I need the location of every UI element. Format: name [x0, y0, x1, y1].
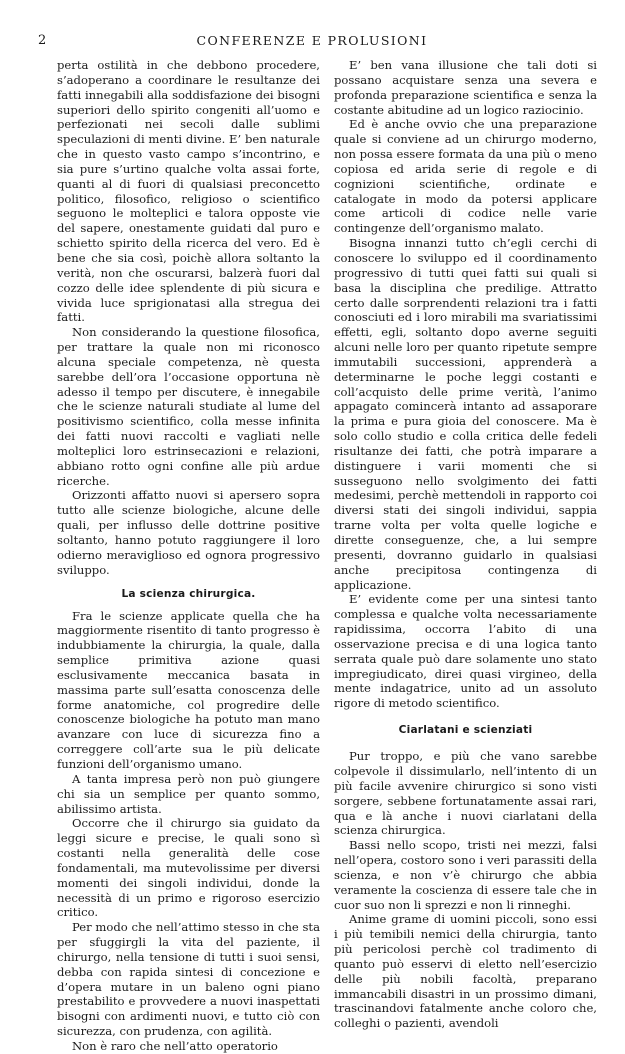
paragraph: Ed è anche ovvio che una preparazione quale si conviene ad un chirurgo moderno, non possa essere formata da una più o meno copiosa ed arida serie di regole e di cognizioni scientifiche, ordinate e catalogate in modo da potersi applicare come articoli di codice nelle varie contingenze dell’organismo malato. — [334, 117, 597, 236]
page-header — [38, 33, 586, 49]
paragraph: Pur troppo, e più che vano sarebbe colpevole il dissimularlo, nell’intento di un più facile avvenire chirurgico si sono visti sorgere, sebbene fortunatamente assai rari, qua e là anche i nuovi ciarlatani della scienza chirurgica. — [334, 749, 597, 838]
paragraph: A tanta impresa però non può giungere chi sia un semplice per quanto sommo, abilissimo artista. — [57, 771, 320, 816]
paragraph: perta ostilità in che debbono procedere, s’adoperano a coordinare le resultanze dei fatti innegabili alla soddisfazione dei bisogni superiori dello spirito congeniti all’uomo e perfezionati nei secoli dalle sublimi speculazioni di menti divine. E’ ben naturale che in questo vasto campo s’incontrino, e sia pure s’urtino qualche volta assai forte, quanti al di fuori di qualsiasi preconcetto politico, filosofico, religioso o scientifico seguono le molteplici e talora opposte vie del sapere, onestamente guidati dal puro e schietto spirito della ricerca del vero. Ed è bene che sia così, poichè allora soltanto la verità, non che oscurarsi, balzerà fuori dal cozzo delle idee splendente di più sicura e vivida luce sprigionatasi alla stregua dei fatti. — [57, 58, 320, 325]
paragraph: Non considerando la questione filosofica, per trattare la quale non mi riconosco alcuna speciale competenza, nè questa sarebbe dell’ora l’occasione opportuna nè adesso il tempo per discutere, è innegabile che le scienze naturali studiate al lume del positivismo scientifico, colla messe infinita dei fatti nuovi raccolti e vagliati nelle molteplici loro estrinsecazioni e relazioni, abbiano rotto ogni confine alle più ardue ricerche. — [57, 325, 320, 488]
paragraph: Anime grame di uomini piccoli, sono essi i più temibili nemici della chirurgia, tanto più pericolosi perchè col tradimento di quanto può esservi di eletto nell’esercizio delle più nobili facoltà, preparano immancabili disastri in un prossimo dimani, trascinandovi fatalmente anche coloro che, colleghi o pazienti, avendoli — [334, 912, 597, 1031]
paragraph: Bisogna innanzi tutto ch’egli cerchi di conoscere lo sviluppo ed il coordinamento progressivo di tutti quei fatti sui quali si basa la disciplina che predilige. Attratto certo dalle sorprendenti relazioni tra i fatti conosciuti ed i loro mirabili ma svariatissimi effetti, egli, soltanto dopo averne seguiti alcuni nelle loro per quanto ripetute sempre immutabili successioni, apprenderà a determinarne le poche leggi costanti e coll’acquisto delle prime verità, l’animo appagato comincerà intanto ad assaporare la prima e pura gioia del conoscere. Ma è solo collo studio e colla critica delle fedeli risultanze dei fatti, che potrà imparare a distinguere i varii momenti che si susseguono nello svolgimento dei fatti medesimi, perchè mettendoli in rapporto coi diversi stati dei singoli individui, sappia trarne volta per volta quelle logiche e dirette conseguenze, che, a lui sempre presenti, dovranno guidarlo in qualsiasi anche precipitosa contingenza di applicazione. — [334, 236, 597, 592]
paragraph: Occorre che il chirurgo sia guidato da leggi sicure e precise, le quali sono sì costanti nella generalità delle cose fondamentali, ma mutevolissime per diversi momenti dei singoli individui, donde la necessità di un primo e rigoroso esercizio critico. — [57, 816, 320, 920]
paragraph: Orizzonti affatto nuovi si apersero sopra tutto alle scienze biologiche, alcune delle quali, per influsso delle dottrine positive soltanto, hanno potuto raggiungere il loro odierno meraviglioso ed ognora progressivo sviluppo. — [57, 488, 320, 577]
section-heading: La scienza chirurgica. — [121, 587, 256, 600]
paragraph: Bassi nello scopo, tristi nei mezzi, falsi nell’opera, costoro sono i veri parassiti della scienza, e non v’è chirurgo che abbia veramente la coscienza di essere tale che in cuor suo non li sprezzi e non li rinneghi. — [334, 838, 597, 912]
paragraph: Fra le scienze applicate quella che ha maggiormente risentito di tanto progresso è indubbiamente la chirurgia, la quale, dalla semplice primitiva azione quasi esclusivamente meccanica basata in massima parte sull’esatta conoscenza delle forme anatomiche, col progredire delle conoscenze biologiche ha potuto man mano avanzare con luce di sicurezza fino a correggere coll’arte sua le più delicate funzioni dell’organismo umano. — [57, 608, 320, 771]
paragraph: E’ evidente come per una sintesi tanto complessa e qualche volta necessariamente rapidissima, occorra l’abito di una osservazione precisa e di una logica tanto serrata quale può dare solamente uno stato impregiudicato, direi quasi virgineo, della mente indagatrice, unito ad un assoluto rigore di metodo scientifico. — [334, 592, 597, 711]
paragraph: Per modo che nell’attimo stesso in che sta per sfuggirgli la vita del paziente, il chirurgo, nella tensione di tutti i suoi sensi, debba con rapida sintesi di concezione e d’opera mutare in un baleno ogni piano prestabilito e provvedere a nuovi inaspettati bisogni con ardimenti nuovi, e tutto ciò con sicurezza, con prudenza, con agilità. — [57, 920, 320, 1039]
paragraph: Non è raro che nell’atto operatorio — [72, 1039, 278, 1053]
left-column — [57, 58, 320, 1054]
paragraph: E’ ben vana illusione che tali doti si possano acquistare senza una severa e profonda preparazione scientifica e senza la costante abitudine ad un logico raziocinio. — [334, 58, 597, 117]
running-title: CONFERENZE E PROLUSIONI — [196, 33, 428, 48]
section-heading: Ciarlatani e scienziati — [398, 724, 533, 737]
right-column — [334, 58, 597, 1031]
page-number: 2 — [38, 33, 47, 48]
